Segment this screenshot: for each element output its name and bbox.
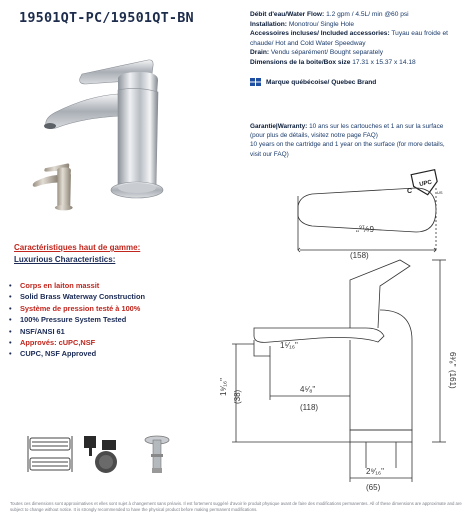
dim-left-mm: (38) bbox=[233, 389, 242, 404]
dim-base-mm: (65) bbox=[366, 483, 381, 492]
feature-item: • Solid Brass Waterway Construction bbox=[20, 291, 220, 302]
warranty bbox=[250, 122, 456, 159]
quebec-flag-icon bbox=[250, 78, 261, 86]
features-list bbox=[8, 280, 220, 360]
shower-caddy-image bbox=[24, 432, 76, 476]
warranty-fr: 10 ans sur les cartouches et 1 an sur la surface (pour plus de détails, visitez notre page FAQ) bbox=[250, 123, 444, 140]
drain-image bbox=[140, 432, 174, 476]
spec-water-flow: Débit d'eau/Water Flow: 1.2 gpm / 4.5L/ min @60 psi bbox=[250, 11, 409, 18]
dimension-drawing bbox=[200, 160, 472, 500]
feature-item: • Approvés: cUPC,NSF bbox=[20, 337, 220, 348]
product-title: 19501QT-PC/19501QT-BN bbox=[19, 10, 194, 26]
faucet-product-image bbox=[20, 38, 226, 242]
dim-thread-inches: 1⁵⁄₁₆" bbox=[280, 341, 298, 350]
spec-installation: Installation: Monotrou/ Single Hole bbox=[250, 20, 355, 28]
feature-item: • 100% Pressure System Tested bbox=[20, 314, 220, 325]
quebec-brand bbox=[250, 78, 376, 86]
feature-item: • Système de pression testé à 100% bbox=[20, 303, 220, 314]
features-heading bbox=[14, 242, 140, 266]
feature-item: • CUPC, NSF Approved bbox=[20, 348, 220, 359]
upc-text: UPC bbox=[418, 179, 433, 189]
feature-item: • NSF/ANSI 61 bbox=[20, 326, 220, 337]
towel-hook-image bbox=[80, 432, 122, 476]
warranty-en: 10 years on the cartridge and 1 year on the surface (for more details, visit our FAQ) bbox=[250, 141, 445, 158]
warranty-label: Garantie|Warranty: bbox=[250, 123, 308, 130]
dim-reach-inches: 4⁵⁄₈" bbox=[300, 385, 316, 394]
feature-item: • Corps en laiton massit bbox=[20, 280, 220, 291]
spec-box-size: Dimensions de la boite/Box size 17.31 x 15.37 x 14.18 bbox=[250, 58, 416, 66]
features-title-fr: Caractéristiques haut de gamme: bbox=[14, 243, 141, 252]
disclaimer: Toutes ces dimensions sont approximatives et elles sont sujet à changement sans préavis. Il est fortement suggéré d'avoir le produit physique avant de faire des modifications permanentes. All of these dimensions are approximate and are subject to change without notice. It is strongly recommended to have the physical product before making permanent modifications. bbox=[10, 501, 462, 512]
dim-height-mm: (161) bbox=[448, 370, 457, 389]
features-title-en: Luxurious Characteristics: bbox=[14, 255, 116, 264]
quebec-brand-label: Marque québécoise/ Quebec Brand bbox=[266, 78, 377, 86]
cupc-c-text: C bbox=[407, 188, 413, 195]
dim-top-mm: (158) bbox=[350, 251, 369, 260]
dim-reach-mm: (118) bbox=[300, 403, 319, 412]
cupc-us-text: US bbox=[437, 190, 443, 195]
dim-left-inches: 1⁹⁄₁₆" bbox=[219, 378, 228, 396]
specifications bbox=[250, 10, 466, 68]
spec-accessories: Accessoires incluses/ Included accessories: Tuyau eau froide et chaude/ Hot and Cold Water Speedway bbox=[250, 30, 448, 47]
dim-base-inches: 2⁹⁄₁₆" bbox=[366, 467, 384, 476]
spec-drain: Drain: Vendu séparément/ Bought separately bbox=[250, 49, 384, 57]
dim-height-inches: 6³⁄₈" bbox=[448, 352, 457, 367]
dim-top-inches: 6⁹⁄₁₆" bbox=[356, 224, 374, 233]
